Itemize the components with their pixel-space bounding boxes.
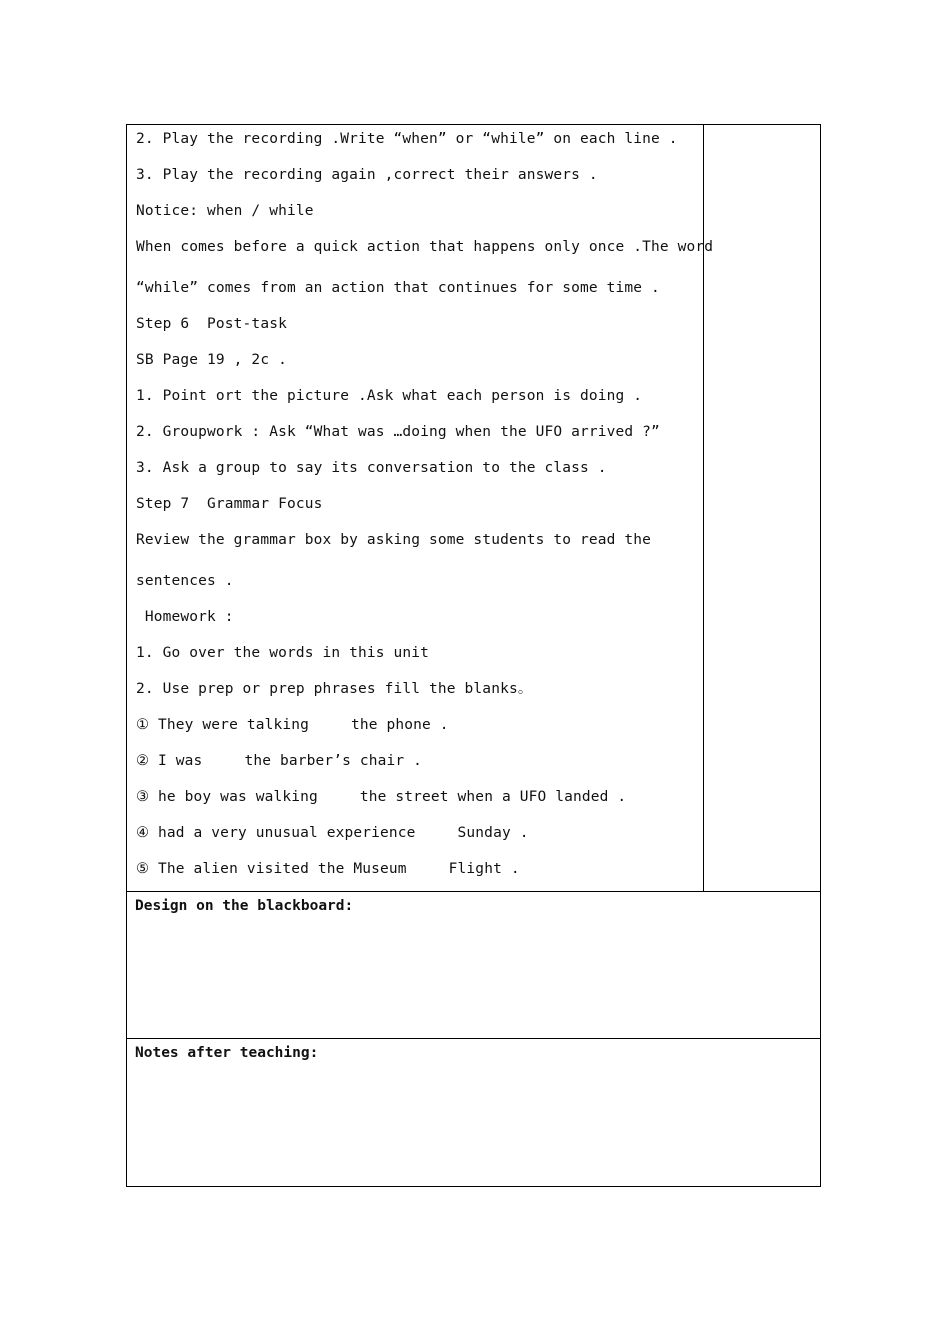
- exercise-text-before: ③ he boy was walking: [136, 789, 318, 805]
- exercise-text-before: ④ had a very unusual experience: [136, 825, 416, 841]
- procedure-cell: [127, 125, 714, 892]
- procedure-line: 2. Groupwork : Ask “What was …doing when the UFO arrived ?”: [136, 424, 660, 440]
- blackboard-title: Design on the blackboard:: [135, 898, 354, 914]
- blackboard-row: [127, 892, 821, 1039]
- notes-row: [127, 1039, 821, 1187]
- procedure-line: Review the grammar box by asking some students to read the: [136, 532, 652, 548]
- exercise-text-before: ⑤ The alien visited the Museum: [136, 861, 407, 877]
- exercise-text-after: the street when a UFO landed .: [359, 789, 627, 805]
- procedure-line: sentences .: [136, 573, 234, 589]
- exercise-text-before: ① They were talking: [136, 717, 309, 733]
- exercise-text-after: the phone .: [350, 717, 449, 733]
- procedure-line: 2. Play the recording .Write “when” or “while” on each line .: [136, 131, 678, 147]
- exercise-item: [136, 787, 626, 807]
- exercise-item: [136, 859, 520, 879]
- procedure-line: SB Page 19 , 2c .: [136, 352, 287, 368]
- exercise-text-after: Sunday .: [457, 825, 529, 841]
- exercise-item: [136, 751, 422, 771]
- procedure-line: 1. Point ort the picture .Ask what each person is doing .: [136, 388, 643, 404]
- procedure-row: [127, 125, 821, 892]
- procedure-line: “while” comes from an action that continues for some time .: [136, 280, 660, 296]
- exercise-item: [136, 823, 529, 843]
- exercise-text-before: ② I was: [136, 753, 203, 769]
- procedure-line: When comes before a quick action that happens only once .The word: [136, 239, 714, 255]
- exercise-text-after: the barber’s chair .: [244, 753, 423, 769]
- lesson-plan-table: [126, 124, 821, 1187]
- homework-heading: Homework :: [136, 609, 234, 625]
- procedure-line: 3. Play the recording again ,correct their answers .: [136, 167, 598, 183]
- procedure-line: 3. Ask a group to say its conversation to the class .: [136, 460, 607, 476]
- exercise-text-after: Flight .: [448, 861, 520, 877]
- exercise-item: [136, 715, 449, 735]
- step-heading: Step 7 Grammar Focus: [136, 496, 323, 512]
- teaching-notes-cell: [127, 1039, 821, 1187]
- homework-line: 1. Go over the words in this unit: [136, 645, 430, 661]
- step-heading: Step 6 Post-task: [136, 316, 287, 332]
- notes-title: Notes after teaching:: [135, 1045, 319, 1061]
- blackboard-design-cell: [127, 892, 821, 1039]
- homework-line: 2. Use prep or prep phrases fill the blanks。: [136, 681, 533, 697]
- side-notes-cell: [703, 125, 820, 892]
- notice-heading: Notice: when / while: [136, 203, 314, 219]
